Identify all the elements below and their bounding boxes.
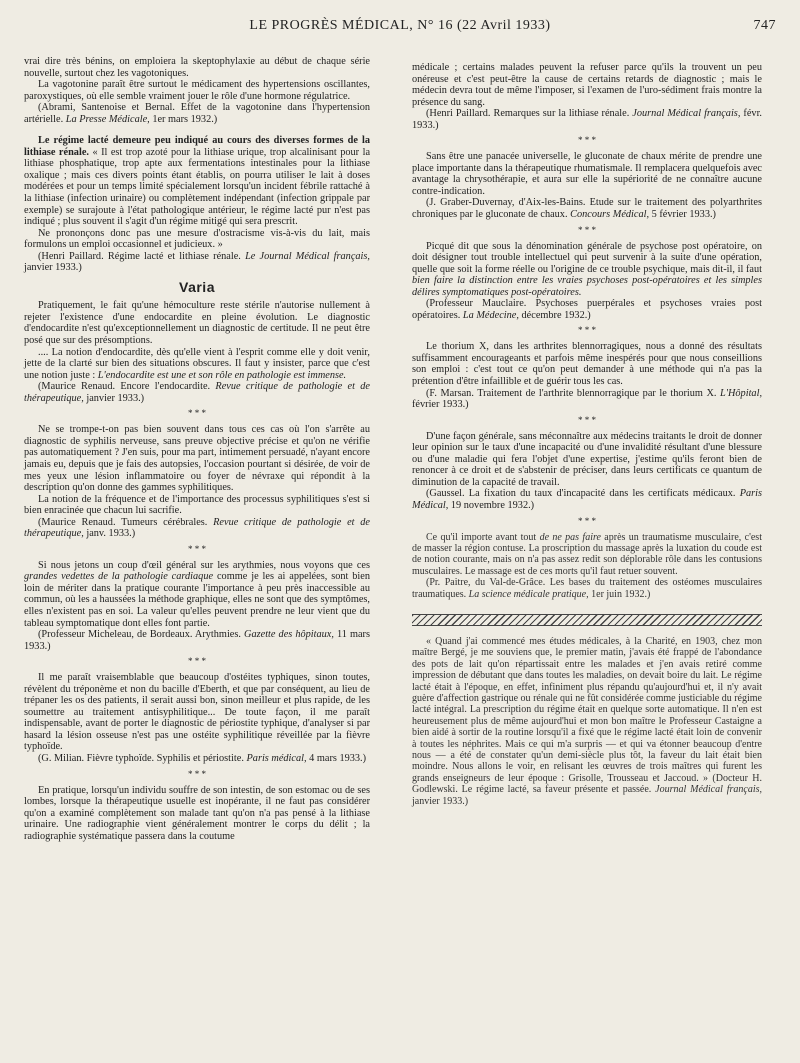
- citation: (F. Marsan. Traitement de l'arthrite blennorragique par le thorium X. L'Hôpital, février 1933.): [412, 387, 763, 411]
- separator-stars: * * *: [578, 135, 596, 146]
- right-column: [412, 62, 762, 807]
- paragraph: Ne prononçons donc pas une mesure d'ostracisme vis-à-vis du lait, mais formulons un emploi occasionnel et judicieux. »: [24, 227, 370, 251]
- running-title: LE PROGRÈS MÉDICAL, N° 16 (22 Avril 1933): [249, 18, 551, 33]
- paragraph: En pratique, lorsqu'un individu souffre de son intestin, de son estomac ou de ses lombes, lorsque la thérapeutique usuelle est inopérante, il ne faut pas considérer qu'on a examiné complètement son malade tant qu'on n'a pas pensé à la lithiase urinaire. Une radiographie vient généralement montrer le corps du délit ; la radiographie systématique passera dans la coutume: [24, 784, 370, 842]
- paragraph: « Quand j'ai commencé mes études médicales, à la Charité, en 1903, chez mon maître Bergé, je me souviens que, le premier matin, j'avais été frappé de l'abondance des pots de lait qu'on répartissait entre les malades et j'en avais retiré comme impression de débutant que dans toutes les maladies, on devait boire du lait. Le régime lacté était à l'époque, en effet, infiniment plus répandu qu'aujourd'hui et, il n'y avait guère d'affection gastrique ou rénale qui ne fût considérée comme justiciable du régime lacté intégral. La prescription du régime était en quelque sorte automatique. Il n'en est heureusement plus de même aujourd'hui et mon bon maître le Professeur Castaigne a bien aidé à sortir de la routine lorsqu'il a fixé que le régime lacté était loin de convenir à toutes les néphrites. Mais ce qui m'a surpris — et qui va étonner beaucoup d'entre nous — a été de constater qu'un demi-siècle plus tôt, la faveur du lait était bien moindre. Nous allons le voir, en relisant les œuvres de trois maîtres qui furent les grands enseigneurs de leur époque : Grisolle, Trousseau et Jaccoud. » (Docteur H. Godlewski. Le régime lacté, sa faveur présente et passée. Journal Médical français, janvier 1933.): [412, 635, 763, 807]
- paragraph: Si nous jetons un coup d'œil général sur les arythmies, nous voyons que ces grandes vedettes de la pathologie cardiaque comme je les ai appelées, sont bien loin de mériter dans la pratique courante l'importance à peu près inaccessible au commun, où les a haussées la méthode graphique, elles ne sont que des symptômes, elles n'existent pas en soi. La valeur qu'elles peuvent prendre ne leur vient que du tableau symptomatique dont elles font partie.: [24, 559, 370, 629]
- citation: (Pr. Paitre, du Val-de-Grâce. Les bases du traitement des ostéomes musculaires traumatiques. La science médicale pratique, 1er juin 1932.): [412, 577, 762, 600]
- lead-in: Le régime lacté demeure peu indiqué au cours des diverses formes de la lithiase rénale.: [24, 135, 370, 158]
- citation: (Gaussel. La fixation du taux d'incapacité dans les certificats médicaux. Paris Médical, 19 novembre 1932.): [412, 488, 763, 511]
- paragraph: Pratiquement, le fait qu'une hémoculture reste stérile n'autorise nullement à rejeter l'existence d'une endocardite en pleine évolution. Le diagnostic d'endocardite n'est qu'exceptionnellement un diagnostic de certitude. Il ne peut être posé que sur des présomptions.: [24, 300, 370, 347]
- citation: (J. Graber-Duvernay, d'Aix-les-Bains. Etude sur le traitement des polyarthrites chroniques par le gluconate de chaux. Concours Médical, 5 février 1933.): [412, 197, 762, 221]
- paragraph: .... La notion d'endocardite, dès qu'elle vient à l'esprit comme elle y doit venir, jette de la clarté sur bien des situations obscures. Il faut y insister, parce que c'est une notion juste : L'endocardite est une et son rôle en pathologie est immense.: [24, 346, 370, 381]
- paragraph: D'une façon générale, sans méconnaître aux médecins traitants le droit de donner leur opinion sur le taux d'une incapacité ou d'une invalidité résultant d'une blessure ou d'une maladie qui fera l'objet d'une expertise, j'estime qu'ils feront bien de renoncer à ce droit et de s'abstenir de préciser, dans leurs certificats ce quantum de diminution de la capacité de travail.: [412, 430, 762, 488]
- paragraph: Sans être une panacée universelle, le gluconate de chaux mérite de prendre une place importante dans la thérapeutique rhumatismale. Il remplacera quelquefois avec avantage la chrysothérapie, et aura sur elle la supériorité de ne connaître aucune contre-indication.: [412, 151, 762, 197]
- citation: (Henri Paillard. Remarques sur la lithiase rénale. Journal Médical français, févr. 1933.): [412, 108, 763, 131]
- separator-stars: * * *: [578, 224, 596, 235]
- running-header: [24, 18, 776, 40]
- citation: (G. Milian. Fièvre typhoïde. Syphilis et périostite. Paris médical, 4 mars 1933.): [38, 752, 367, 764]
- paragraph: vrai dire très bénins, on emploiera la skeptophylaxie au début de chaque série nouvelle, surtout chez les vagotoniques.: [24, 56, 370, 79]
- paragraph: Le thorium X, dans les arthrites blennorragiques, nous a donné des résultats suffisamment encourageants et parfois même inespérés pour que nous conseillions son emploi : c'est tout ce qu'on peut demander à une méthode qui n'a pas la prétention d'être infaillible et de guérir tous les cas.: [412, 341, 762, 388]
- separator-stars: * * *: [578, 515, 596, 526]
- paragraph: médicale ; certains malades peuvent la refuser parce qu'ils la trouvent un peu onéreuse et c'est peut-être la cause de certains retards de diagnostic ; mais le médecin devra tout de même l'imposer, si l'examen de l'uro-sédiment frais montre la présence du sang.: [412, 62, 762, 108]
- paragraph: Ne se trompe-t-on pas bien souvent dans tous ces cas où l'on s'arrête au diagnostic de syphilis nerveuse, sans preuve objective précise et qu'on ne vérifie pas automatiquement ? J'en suis, pour ma part, intimement persuadé, n'ayant encore jamais eu, depuis que je fais des autopsies, l'occasion pourtant si désirée, de voir de mes yeux une lésion inflammatoire ou foyer de névraxe qui répondit à la description qu'on donne des gammes syphilitiques.: [24, 424, 370, 494]
- citation: (Abrami, Santenoise et Bernal. Effet de la vagotonine dans l'hypertension artérielle. La Presse Médicale, 1er mars 1932.): [24, 102, 370, 125]
- paragraph: La notion de la fréquence et de l'importance des processus syphilitiques s'est si bien enracinée que chacun lui sacrifie.: [24, 493, 370, 517]
- paragraph: Le régime lacté demeure peu indiqué au cours des diverses formes de la lithiase rénale. « Il est trop azoté pour la lithiase urique, trop alcalinisant pour la lithiase phosphatique, trop apte aux fermentations intestinales pour la lithiase oxalique ; mais ces divers points étant établis, on pourra utiliser le lait à doses modérées et pour un temps limité spécialement lorsqu'un incident fébrile rattaché à la lithiase (infection urinaire) ou complètement indépendant (infection grippale par exemple) se surajoute à l'état pathologique antérieur, le régime lacté pur n'est pas indiqué ; plus souvent il s'agit d'un régime mitigé qui sera prescrit.: [24, 135, 371, 228]
- citation: (Professeur Micheleau, de Bordeaux. Arythmies. Gazette des hôpitaux, 11 mars 1933.): [24, 629, 370, 652]
- separator-stars: * * *: [188, 768, 206, 779]
- ornamental-divider: [412, 614, 762, 626]
- separator-stars: * * *: [578, 414, 596, 425]
- separator-stars: * * *: [188, 656, 206, 667]
- section-heading: Varia: [179, 278, 215, 295]
- paragraph: Il me paraît vraisemblable que beaucoup d'ostéites typhiques, sinon toutes, révèlent du tréponème et non du bacille d'Eberth, et que par conséquent, au lieu de trépaner les os des patients, il serait aussi bon, sinon meilleur et plus rapide, de les soumettre au traitement antisyphilitique... De toute façon, il me paraît indispensable, avant de porter le diagnostic de périostite typhique, d'analyser si par hasard la lésion osseuse n'est pas une ostéite syphilitique réveillée par la fièvre typhoïde.: [24, 672, 370, 753]
- citation: (Professeur Mauclaire. Psychoses puerpérales et psychoses vraies post opératoires. La Médecine, décembre 1932.): [412, 298, 762, 321]
- citation: (Henri Paillard. Régime lacté et lithiase rénale. Le Journal Médical français, janvier 1933.): [24, 250, 370, 274]
- separator-stars: * * *: [578, 325, 596, 336]
- left-column: [24, 56, 370, 842]
- separator-stars: * * *: [188, 408, 206, 419]
- paragraph: Ce qu'il importe avant tout de ne pas faire après un traumatisme musculaire, c'est de masser la région contuse. La proscription du massage après la luxation du coude est de notion courante, mais on n'a pas assez redit son déplorable rôle dans les contusions musculaires. Le massage est de ces morts qu'il faut retuer souvent.: [412, 531, 762, 577]
- paragraph: Picqué dit que sous la dénomination générale de psychose post opératoire, on doit désigner tout trouble intellectuel qui peut survenir à la suite d'une opération, quelle que soit la forme réelle ou l'origine de ce trouble psychique, mais dit-il, il faut bien faire la distinction entre les vraies psychoses post-opératoires et les simples délires symptomatiques post-opératoires.: [412, 240, 762, 298]
- separator-stars: * * *: [188, 543, 206, 554]
- citation: (Maurice Renaud. Encore l'endocardite. Revue critique de pathologie et de thérapeutique, janvier 1933.): [24, 381, 370, 404]
- page-number: 747: [753, 18, 776, 33]
- paragraph: La vagotonine paraît être surtout le médicament des hypertensions oscillantes, paroxystiques, où elle semble vraiment jouer le rôle d'une hormone régulatrice.: [24, 79, 370, 102]
- citation: (Maurice Renaud. Tumeurs cérébrales. Revue critique de pathologie et de thérapeutique, janv. 1933.): [24, 516, 370, 540]
